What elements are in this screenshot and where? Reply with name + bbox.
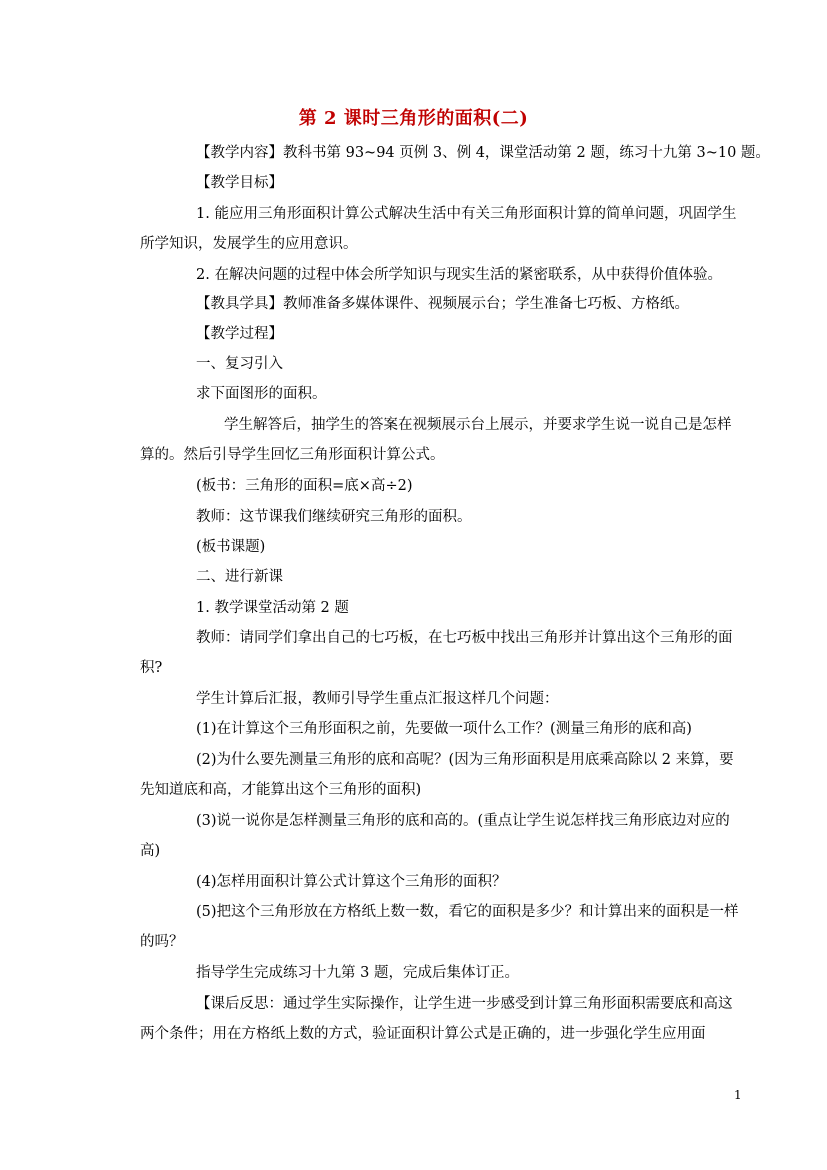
text-line: (3)说一说你是怎样测量三角形的底和高的。(重点让学生说怎样找三角形底边对应的	[196, 813, 730, 829]
text-line: 【教学内容】教科书第 93~94 页例 3、例 4，课堂活动第 2 题，练习十九第 3~10 题。	[196, 145, 770, 161]
text-line: 高)	[140, 843, 161, 859]
text-line: 【教学目标】	[196, 175, 283, 191]
text-line: 积?	[140, 660, 163, 676]
text-line: 教师：请同学们拿出自己的七巧板，在七巧板中找出三角形并计算出这个三角形的面	[196, 630, 733, 646]
text-line: 【教学过程】	[196, 326, 283, 342]
page-title: 第 2 课时三角形的面积(二)	[298, 108, 529, 129]
text-line: 的吗？	[140, 934, 184, 950]
text-line: 先知道底和高，才能算出这个三角形的面积)	[140, 782, 422, 798]
text-line: 一、复习引入	[196, 356, 283, 372]
text-line: 2. 在解决问题的过程中体会所学知识与现实生活的紧密联系，从中获得价值体验。	[196, 267, 722, 283]
text-line: 所学知识，发展学生的应用意识。	[140, 236, 358, 252]
text-line: (板书：三角形的面积=底×高÷2)	[196, 478, 413, 494]
text-line: (4)怎样用面积计算公式计算这个三角形的面积？	[196, 874, 507, 890]
text-line: (板书课题)	[196, 539, 266, 555]
text-line: (1)在计算这个三角形面积之前，先要做一项什么工作？(测量三角形的底和高)	[196, 721, 692, 737]
text-line: (2)为什么要先测量三角形的底和高呢？(因为三角形面积是用底乘高除以 2 来算，要	[196, 752, 734, 768]
text-line: 【课后反思：通过学生实际操作，让学生进一步感受到计算三角形面积需要底和高这	[196, 996, 733, 1012]
text-line: 学生计算后汇报，教师引导学生重点汇报这样几个问题：	[196, 691, 559, 707]
text-line: 求下面图形的面积。	[196, 386, 327, 402]
text-line: 【教具学具】教师准备多媒体课件、视频展示台；学生准备七巧板、方格纸。	[196, 296, 689, 312]
text-line: 二、进行新课	[196, 569, 283, 585]
text-line: 1. 教学课堂活动第 2 题	[196, 600, 349, 616]
text-line: 1. 能应用三角形面积计算公式解决生活中有关三角形面积计算的简单问题，巩固学生	[196, 206, 737, 222]
page-number: 1	[734, 1088, 742, 1102]
text-line: 教师：这节课我们继续研究三角形的面积。	[196, 509, 472, 525]
text-line: 算的。然后引导学生回忆三角形面积计算公式。	[140, 447, 445, 463]
text-line: 学生解答后，抽学生的答案在视频展示台上展示，并要求学生说一说自己是怎样	[224, 417, 732, 433]
text-line: (5)把这个三角形放在方格纸上数一数，看它的面积是多少？和计算出来的面积是一样	[196, 904, 739, 920]
text-line: 两个条件；用在方格纸上数的方式，验证面积计算公式是正确的，进一步强化学生应用面	[140, 1026, 706, 1042]
text-line: 指导学生完成练习十九第 3 题，完成后集体订正。	[196, 965, 519, 981]
